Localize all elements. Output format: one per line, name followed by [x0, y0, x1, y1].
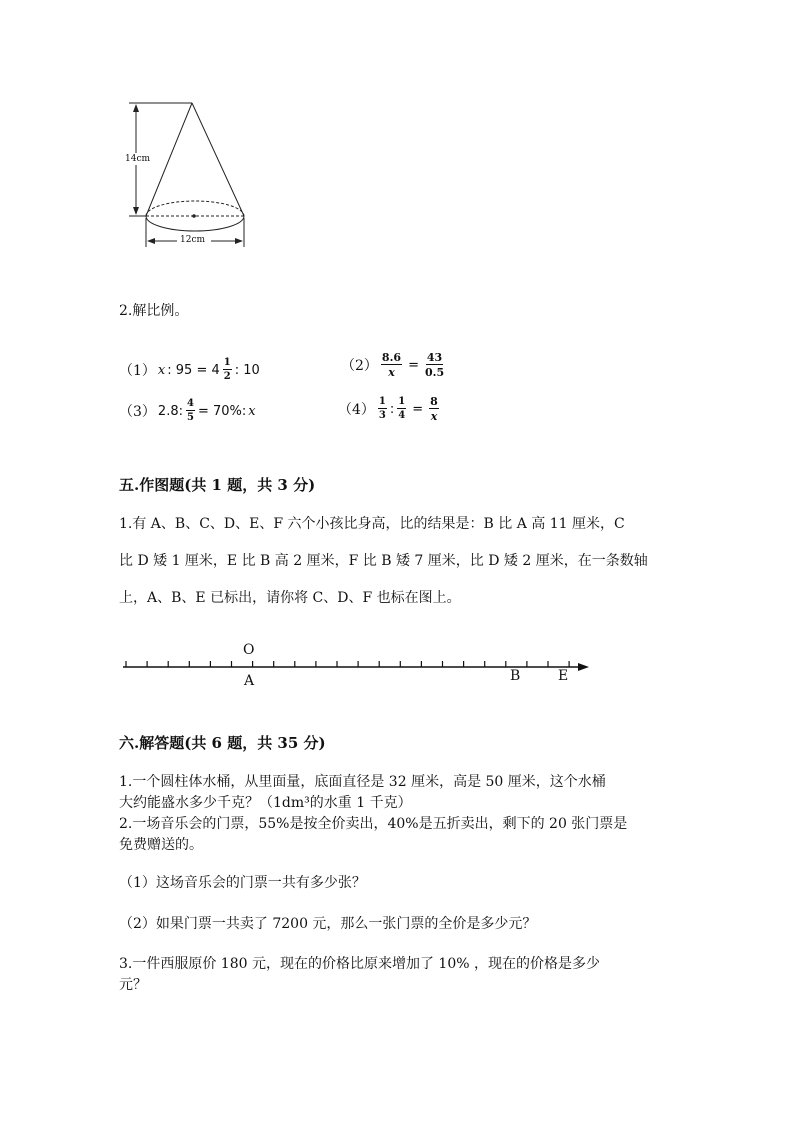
fraction-numerator: 1: [378, 396, 386, 407]
number-line: [115, 640, 600, 695]
q2-item-3: [119, 399, 256, 423]
section6-q2-line-2: 免费赠送的。: [119, 837, 203, 853]
fraction-denominator: 2: [223, 371, 231, 382]
fraction-numerator: 1: [223, 357, 231, 368]
cone-diameter-label: 12cm: [180, 235, 206, 245]
fraction-numerator: 8: [430, 395, 438, 408]
q2-item-4-equals: =: [412, 401, 424, 417]
q2-item-1-var: x: [157, 362, 166, 378]
q2-item-3-fraction: [186, 399, 195, 423]
section6-q2-sub-2: （2）如果门票一共卖了 7200 元，那么一张门票的全价是多少元？: [119, 916, 537, 932]
q2-item-4: [338, 396, 440, 422]
fraction-numerator: 4: [186, 398, 194, 409]
section5-line-2: 比 D 矮 1 厘米，E 比 B 高 2 厘米，F 比 B 矮 7 厘米，比 D 矮 2 厘米，在一条数轴: [119, 553, 648, 569]
q2-item-2-fraction-left: [381, 352, 402, 378]
fraction-denominator: x: [388, 366, 395, 379]
q2-item-2: [341, 352, 445, 378]
cone-diagram: [120, 95, 260, 255]
q2-item-4-fraction-2: [397, 397, 406, 421]
fraction-denominator: 5: [186, 412, 194, 423]
fraction-denominator: 3: [378, 410, 386, 421]
q2-item-2-fraction-right: [425, 352, 444, 378]
q2-item-1-fraction: [223, 358, 232, 382]
numberline-label-e: E: [558, 668, 569, 684]
q2-item-4-fraction-1: [378, 397, 387, 421]
numberline-label-a: A: [244, 673, 255, 689]
numberline-origin-label: O: [243, 642, 255, 658]
fraction-numerator: 43: [426, 351, 443, 364]
q2-item-1-index: （1）: [119, 363, 156, 379]
q2-item-2-index: （2）: [341, 358, 378, 374]
section6-q2-sub-1: （1）这场音乐会的门票一共有多少张？: [119, 875, 366, 891]
section5-line-3: 上，A、B、E 已标出，请你将 C、D、F 也标在图上。: [119, 590, 461, 606]
q2-item-4-colon: :: [389, 401, 395, 417]
section6-q2-line-1: 2.一场音乐会的门票，55%是按全价卖出，40%是五折卖出，剩下的 20 张门票是: [119, 816, 628, 832]
cone-height-label: 14cm: [125, 154, 151, 164]
section6-q1-line-1: 1.一个圆柱体水桶，从里面量，底面直径是 32 厘米，高是 50 厘米，这个水桶: [119, 774, 606, 790]
fraction-numerator: 1: [398, 396, 406, 407]
q2-title: 2.解比例。: [119, 303, 189, 319]
fraction-numerator: 8.6: [381, 351, 402, 364]
section6-q3-line-2: 元？: [119, 977, 147, 993]
section5-line-1: 1.有 A、B、C、D、E、F 六个小孩比身高，比的结果是：B 比 A 高 11 厘米，C: [119, 516, 625, 532]
section6-q3-line-1: 3.一件西服原价 180 元，现在的价格比原来增加了 10% ，现在的价格是多少: [119, 956, 600, 972]
q2-item-4-index: （4）: [338, 402, 375, 418]
q2-item-1-tail: : 10: [234, 362, 260, 378]
q2-item-1-mid: : 95 = 4: [167, 362, 220, 378]
q2-item-2-equals: =: [408, 357, 419, 373]
q2-item-3-var: x: [248, 403, 256, 419]
fraction-denominator: x: [430, 410, 438, 423]
q2-item-3-tail: = 70%:: [197, 403, 247, 419]
q2-item-1: [119, 358, 260, 382]
section5-heading: 五.作图题(共 1 题，共 3 分): [119, 476, 316, 494]
fraction-denominator: 4: [398, 410, 406, 421]
numberline-label-b: B: [510, 668, 521, 684]
q2-item-4-fraction-3: [429, 396, 439, 422]
fraction-denominator: 0.5: [424, 366, 445, 379]
q2-item-3-index: （3）: [119, 404, 156, 420]
section6-heading: 六.解答题(共 6 题，共 35 分): [119, 734, 326, 752]
q2-item-3-lead: 2.8:: [157, 403, 183, 419]
section6-q1-line-2: 大约能盛水多少千克？（1dm³的水重 1 千克）: [119, 795, 412, 811]
